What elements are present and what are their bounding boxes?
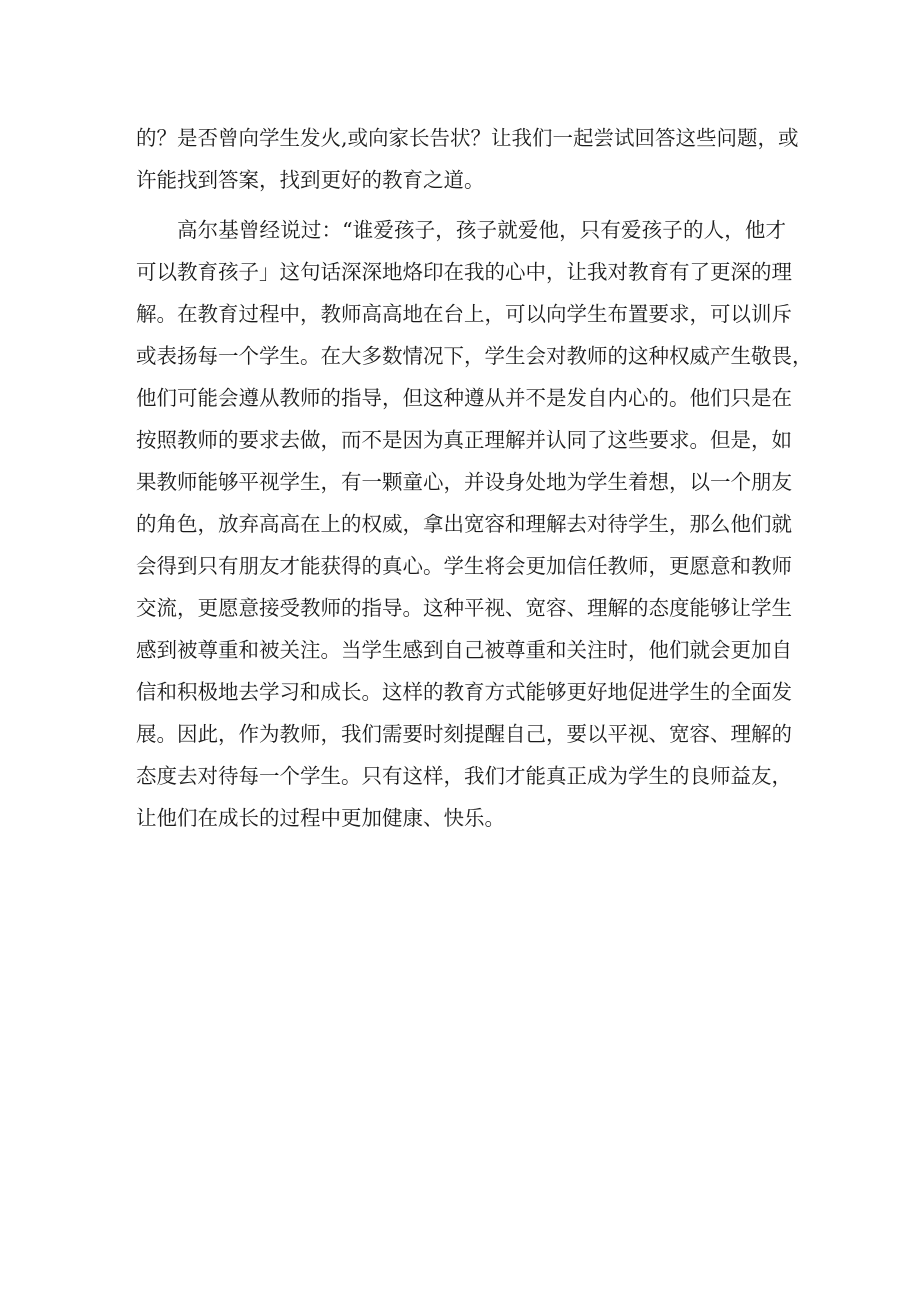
text-line: 按照教师的要求去做，而不是因为真正理解并认同了这些要求。但是，如 bbox=[136, 428, 792, 452]
text-line: 态度去对待每一个学生。只有这样，我们才能真正成为学生的良师益友， bbox=[136, 764, 792, 788]
text-line: 或表扬每一个学生。在大多数情况下，学生会对教师的这种权威产生敬畏， bbox=[136, 344, 813, 368]
text-line: 解。在教育过程中，教师高高地在台上，可以向学生布置要求，可以训斥 bbox=[136, 302, 792, 326]
text-line: 的？是否曾向学生发火,或向家长告状？让我们一起尝试回答这些问题，或 bbox=[136, 126, 799, 150]
text-line: 信和积极地去学习和成长。这样的教育方式能够更好地促进学生的全面发 bbox=[136, 680, 792, 704]
text-line: 会得到只有朋友才能获得的真心。学生将会更加信任教师，更愿意和教师 bbox=[136, 554, 792, 578]
text-line: 许能找到答案，找到更好的教育之道。 bbox=[136, 168, 485, 192]
paragraph-1 bbox=[136, 117, 799, 201]
text-line: 他们可能会遵从教师的指导，但这种遵从并不是发自内心的。他们只是在 bbox=[136, 386, 792, 410]
text-line: 让他们在成长的过程中更加健康、快乐。 bbox=[136, 806, 505, 830]
text-line: 的角色，放弃高高在上的权威，拿出宽容和理解去对待学生，那么他们就 bbox=[136, 512, 792, 536]
text-line: 果教师能够平视学生，有一颗童心，并设身处地为学生着想，以一个朋友 bbox=[136, 470, 792, 494]
text-line: 可以教育孩子」这句话深深地烙印在我的心中，让我对教育有了更深的理 bbox=[136, 260, 792, 284]
paragraph-2 bbox=[136, 209, 813, 839]
text-line: 交流，更愿意接受教师的指导。这种平视、宽容、理解的态度能够让学生 bbox=[136, 596, 792, 620]
text-line: 展。因此，作为教师，我们需要时刻提醒自己，要以平视、宽容、理解的 bbox=[136, 722, 792, 746]
text-line: 感到被尊重和被关注。当学生感到自己被尊重和关注时，他们就会更加自 bbox=[136, 638, 792, 662]
text-line: 高尔基曾经说过：“谁爱孩子，孩子就爱他，只有爱孩子的人，他才 bbox=[177, 218, 786, 242]
